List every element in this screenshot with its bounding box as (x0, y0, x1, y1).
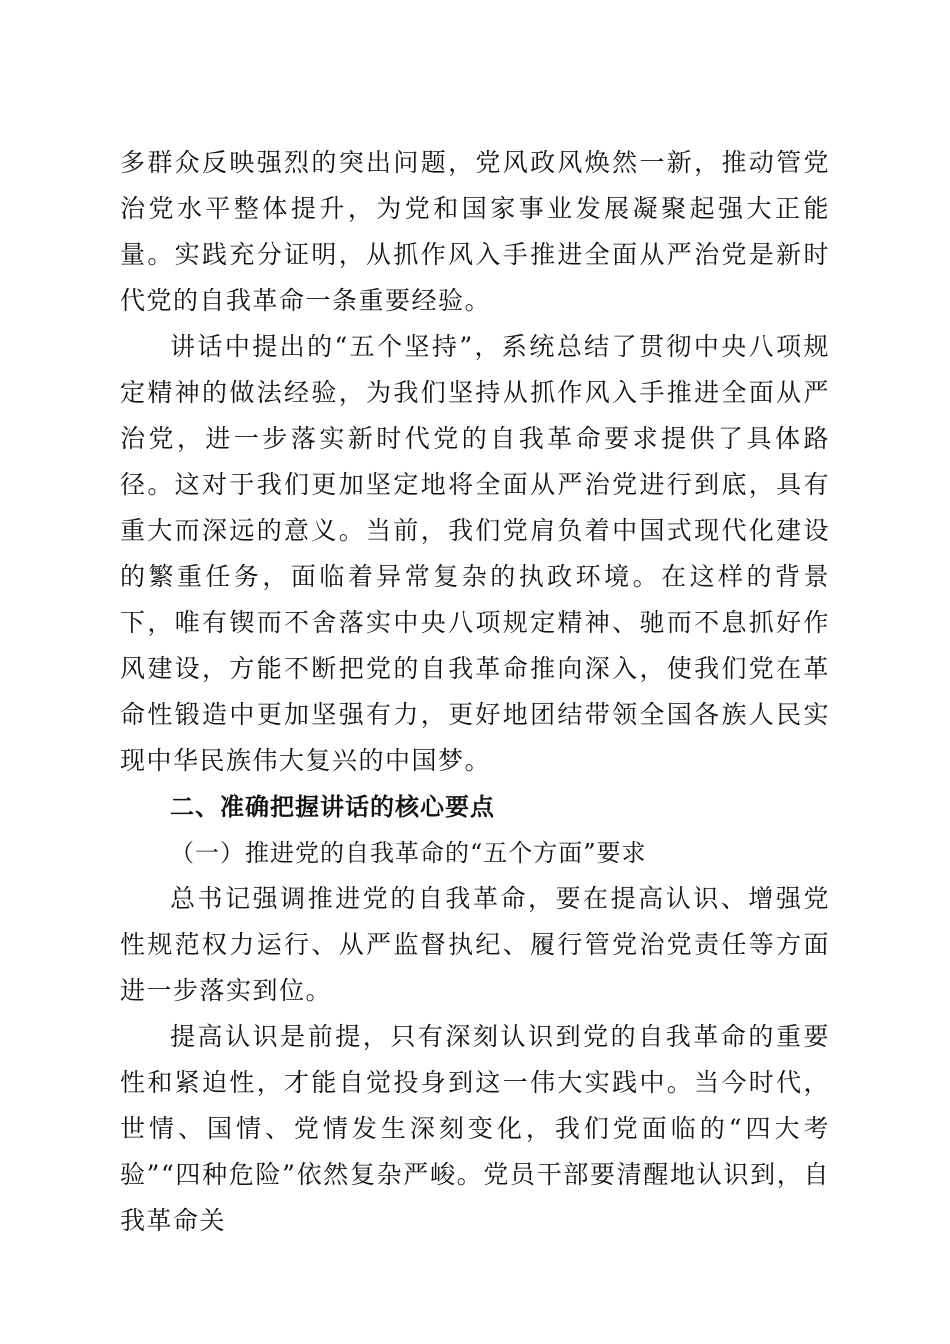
paragraph-1: 多群众反映强烈的突出问题，党风政风焕然一新，推动管党治党水平整体提升，为党和国家事业发展凝聚起强大正能量。实践充分证明，从抓作风入手推进全面从严治党是新时代党的自我革命一条重要经验。 (120, 148, 830, 315)
document-body (120, 140, 830, 1244)
paragraph-3: 总书记强调推进党的自我革命，要在提高认识、增强党性规范权力运行、从严监督执纪、履行管党治党责任等方面进一步落实到位。 (120, 884, 830, 1005)
paragraph-2: 讲话中提出的“五个坚持”，系统总结了贯彻中央八项规定精神的做法经验，为我们坚持从抓作风入手推进全面从严治党，进一步落实新时代党的自我革命要求提供了具体路径。这对于我们更加坚定地将全面从严治党进行到底，具有重大而深远的意义。当前，我们党肩负着中国式现代化建设的繁重任务，面临着异常复杂的执政环境。在这样的背景下，唯有锲而不舍落实中央八项规定精神、驰而不息抓好作风建设，方能不断把党的自我革命推向深入，使我们党在革命性锻造中更加坚强有力，更好地团结带领全国各族人民实现中华民族伟大复兴的中国梦。 (120, 332, 830, 775)
section-heading: 二、准确把握讲话的核心要点 (170, 793, 495, 821)
paragraph-4: 提高认识是前提，只有深刻认识到党的自我革命的重要性和紧迫性，才能自觉投身到这一伟大实践中。当今时代，世情、国情、党情发生深刻变化，我们党面临的“四大考验”“四种危险”依然复杂严峻。党员干部要清醒地认识到，自我革命关 (120, 1022, 830, 1235)
subsection-heading: （一）推进党的自我革命的“五个方面”要求 (170, 839, 647, 867)
